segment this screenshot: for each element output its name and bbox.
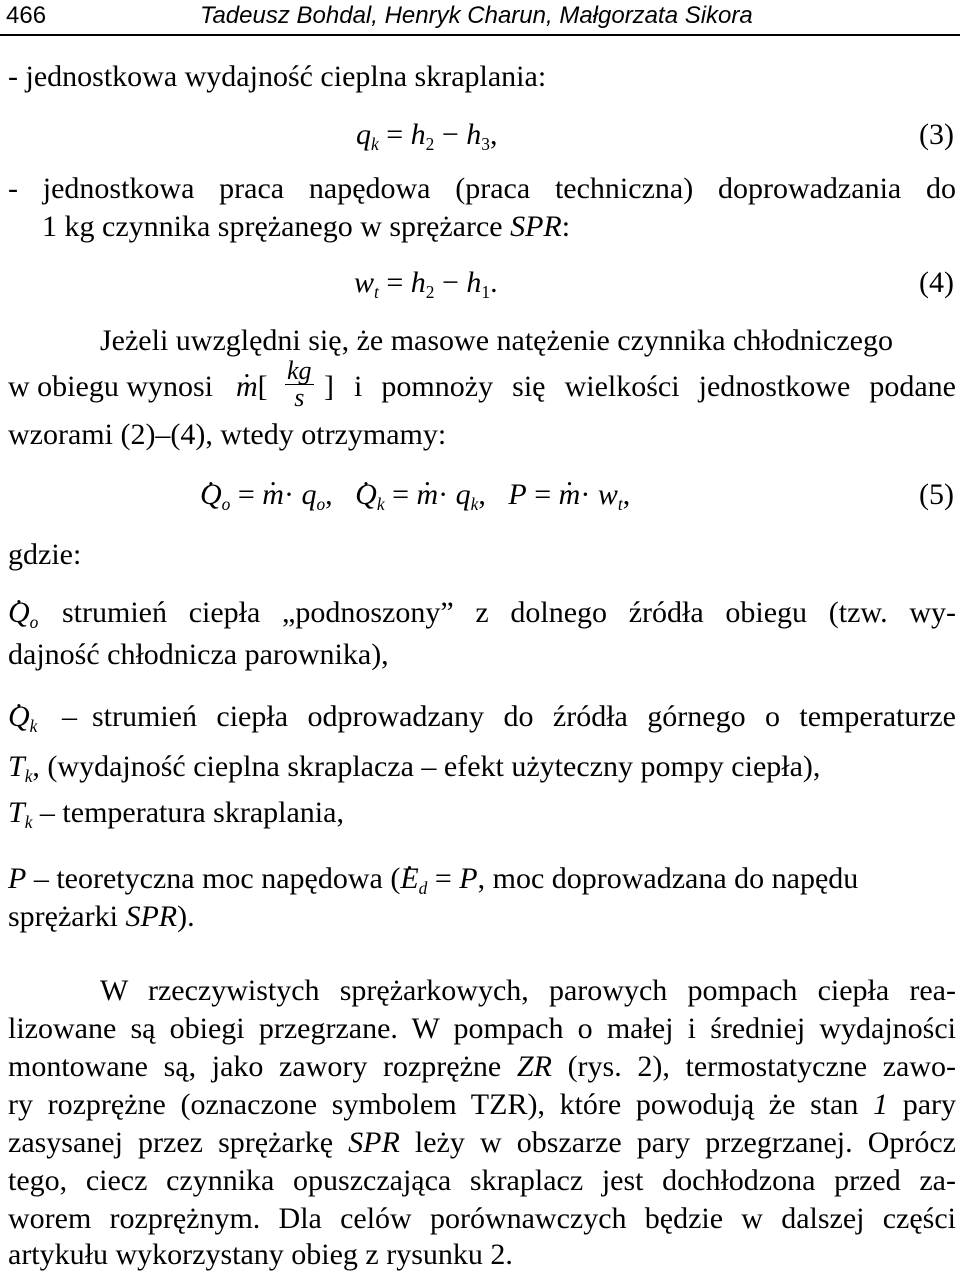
item-wt-line2-text: 1 kg czynnika sprężanego w sprężarce bbox=[42, 210, 503, 243]
def-p-line2-b: ). bbox=[177, 900, 195, 933]
item-wt-line1: - jednostkowa praca napędowa (praca techniczna) doprowadzania do bbox=[8, 172, 956, 205]
para2-line5-b: leży w obszarze pary przegrzanej. Oprócz bbox=[414, 1126, 956, 1159]
gdzie-label: gdzie: bbox=[8, 538, 82, 571]
para2-line8: artykułu wykorzystany obieg z rysunku 2. bbox=[8, 1238, 513, 1271]
para2-line3 bbox=[8, 1052, 956, 1082]
def-p-line2-a: sprężarki bbox=[8, 900, 118, 933]
page-number: 466 bbox=[6, 2, 47, 29]
symbol-qo-dot: . $Q_o$ bbox=[8, 598, 38, 628]
para2-line3-a: montowane są, jako zawory rozprężne bbox=[8, 1050, 502, 1083]
para2-line1: W rzeczywistych sprężarkowych, parowych pompach ciepła rea- bbox=[100, 974, 956, 1007]
unit-denominator: s bbox=[294, 383, 305, 412]
spr-symbol: SPR bbox=[510, 210, 562, 243]
spr-symbol-3: SPR bbox=[348, 1126, 400, 1159]
equation-3: $q_k = h_2 - h_3$, bbox=[356, 118, 498, 155]
item-wt-line2-colon: : bbox=[561, 210, 571, 243]
para1-line2 bbox=[8, 358, 956, 418]
item-wt-line2 bbox=[42, 212, 570, 242]
def-p-text-b: , moc doprowadzana do napędu bbox=[477, 862, 859, 895]
unit-close-bracket: ] bbox=[324, 370, 334, 403]
para1-line2-b: i pomnoży się wielkości jednostkowe podane bbox=[354, 370, 956, 403]
para1-line3: wzorami (2)–(4), wtedy otrzymamy: bbox=[8, 418, 447, 451]
zr-symbol: ZR bbox=[516, 1050, 552, 1083]
para2-line4 bbox=[8, 1090, 956, 1120]
def-qk-line2: $T_k$, (wydajność cieplna skraplacza – efekt użyteczny pompy ciepła), bbox=[8, 750, 821, 787]
para2-line4-b: pary bbox=[902, 1088, 956, 1121]
mass-flow-symbol: . m[ bbox=[236, 372, 268, 402]
para2-line5-a: zasysanej przez sprężarkę bbox=[8, 1126, 334, 1159]
def-p-line2 bbox=[8, 902, 195, 932]
para2-line2: lizowane są obiegi przegrzane. W pompach o małej i średniej wydajności bbox=[8, 1012, 956, 1045]
def-tk-text: – temperatura skraplania, bbox=[39, 796, 344, 829]
header-rule bbox=[0, 34, 960, 36]
para1-line1: Jeżeli uwzględni się, że masowe natężenie czynnika chłodniczego bbox=[100, 324, 893, 357]
para2-line5 bbox=[8, 1128, 956, 1158]
def-qk-line1: strumień ciepła odprowadzany do źródła górnego o temperaturze bbox=[92, 700, 956, 733]
equation-4-number: (4) bbox=[919, 266, 954, 299]
para2-line7: worem rozprężnym. Dla celów porównawczych będzie w dalszej części bbox=[8, 1202, 956, 1235]
state-one-symbol: 1 bbox=[873, 1088, 889, 1121]
symbol-qk-dot: . $Q_k$ bbox=[8, 702, 37, 732]
def-qk-dash: – bbox=[62, 700, 77, 733]
unit-numerator: kg bbox=[287, 356, 312, 385]
para2-line6: tego, ciecz czynnika opuszczająca skraplacz jest dochłodzona przed za- bbox=[8, 1164, 956, 1197]
def-qo-line1: strumień ciepła „podnoszony” z dolnego źródła obiegu (tzw. wy- bbox=[62, 596, 956, 629]
para1-line2-a: w obiegu wynosi bbox=[8, 370, 213, 403]
def-qo-line2: dajność chłodnicza parownika), bbox=[8, 638, 389, 671]
def-qk-line2-text: , (wydajność cieplna skraplacza – efekt użyteczny pompy ciepła), bbox=[32, 750, 821, 783]
def-tk: $T_k$ – temperatura skraplania, bbox=[8, 796, 344, 833]
spr-symbol-2: SPR bbox=[125, 900, 178, 933]
para2-line3-b: (rys. 2), termostatyczne zawo- bbox=[567, 1050, 957, 1083]
equation-5-number: (5) bbox=[919, 478, 954, 511]
para2-line4-a: ry rozprężne (oznaczone symbolem TZR), które powodują że stan bbox=[8, 1088, 859, 1121]
def-p-text-a: – teoretyczna moc napędowa ( bbox=[33, 862, 401, 895]
def-p-line1: P – teoretyczna moc napędowa (. $E_d = P$, moc doprowadzana do napędu bbox=[8, 864, 956, 894]
running-header-authors: Tadeusz Bohdal, Henryk Charun, Małgorzata Sikora bbox=[200, 2, 753, 29]
equation-5: . $Q_o$ = . $m\cdot q_o$, . $Q_k$ = . $m\cdot q_k$, P = . $m\cdot w_t$, bbox=[200, 480, 630, 510]
item-qk-text: - jednostkowa wydajność cieplna skraplania: bbox=[8, 60, 547, 93]
equation-3-number: (3) bbox=[919, 118, 954, 151]
unit-kg-per-s bbox=[285, 358, 314, 411]
equation-4: $w_t = h_2 - h_1$. bbox=[354, 266, 498, 303]
